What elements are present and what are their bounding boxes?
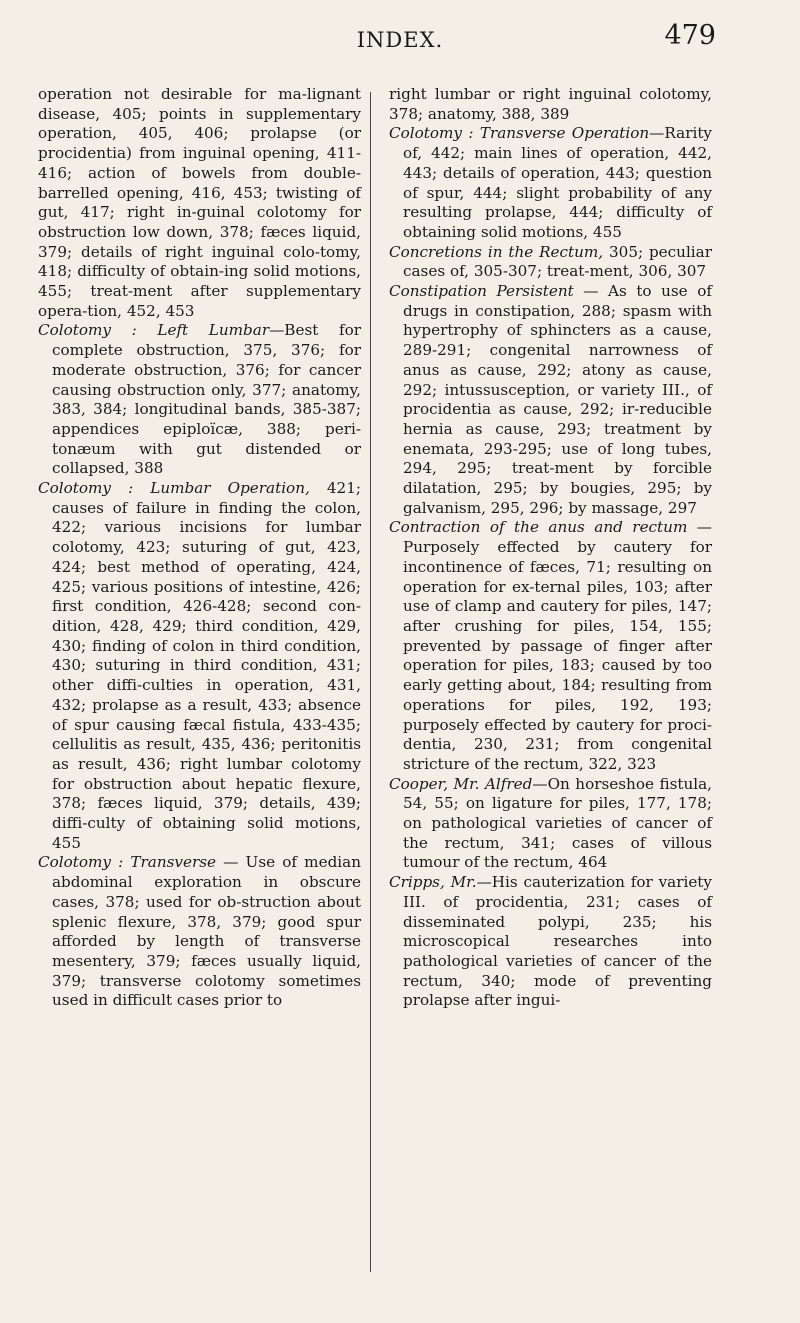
index-column-right xyxy=(389,85,712,1011)
index-entry xyxy=(38,853,361,1011)
index-entry xyxy=(389,243,712,282)
entry-heading: Contraction of the anus and rectum xyxy=(389,518,688,537)
entry-text: 421; causes of failure in finding the colon, 422; various incisions for lumbar colotomy, 423; suturing of gut, 423, 424; best method of operating, 424, 425; various positions of intestine, 426; first condition, 426-428; second con-dition, 428, 429; third condition, 429, 430; finding of colon in third condition, 430; suturing in third condition, 431; other diffi-culties in operation, 431, 432; prolapse as a result, 433; absence of spur causing fæcal fistula, 433-435; cellulitis as result, 435, 436; peritonitis as result, 436; right lumbar colotomy for obstruction about hepatic flexure, 378; fæces liquid, 379; details, 439; diffi-culty of obtaining solid motions, 455 xyxy=(52,479,362,852)
entry-heading: Concretions in the Rectum, xyxy=(389,242,604,261)
page-number: 479 xyxy=(664,20,716,51)
entry-heading: Cooper, Mr. Alfred xyxy=(389,774,533,793)
entry-text: —Purposely effected by cautery for incontinence of fæces, 71; resulting on operation for ex-ternal piles, 103; after use of clamp and cautery for piles, 147; after crushing for piles, 154, 155; prevented by passage of finger after operation for piles, 183; caused by too early getting about, 184; resulting from operations for piles, 192, 193; purposely effected by cautery for proci-dentia, 230, 231; from congenital stricture of the rectum, 322, 323 xyxy=(403,518,712,773)
entry-heading: Colotomy : Transverse xyxy=(38,853,217,872)
column-divider xyxy=(370,92,371,1272)
index-entry xyxy=(389,873,712,1011)
index-entry xyxy=(389,775,712,874)
index-column-left xyxy=(38,85,361,1011)
index-entry xyxy=(389,518,712,774)
entry-text: — As to use of drugs in constipation, 288; spasm with hypertrophy of sphincters as a cause, 289-291; congenital narrowness of anus as cause, 292; atony as cause, 292; intussusception, or variety III., of procidentia as cause, 292; ir-reducible hernia as cause, 293; treatment by enemata, 293-295; use of long tubes, 294, 295; treat-ment by forcible dilatation, 295; by bougies, 295; by galvanism, 295, 296; by massage, 297 xyxy=(403,282,712,517)
entry-text: 305; peculiar cases of, 305-307; treat-ment, 306, 307 xyxy=(403,242,712,281)
entry-heading: Cripps, Mr. xyxy=(389,873,477,892)
entry-text: — Use of median abdominal exploration in obscure cases, 378; used for ob-struction about splenic flexure, 378, 379; good spur afforded by length of transverse mesentery, 379; fæces usually liquid, 379; transverse colotomy sometimes used in difficult cases prior to xyxy=(52,853,361,1010)
entry-text: right lumbar or right inguinal colotomy, 378; anatomy, 388, 389 xyxy=(389,85,712,123)
running-title: INDEX. xyxy=(356,28,444,52)
index-entry xyxy=(389,85,712,124)
entry-heading: Colotomy : Lumbar Operation, xyxy=(38,479,310,498)
index-entry xyxy=(38,321,361,479)
index-entry xyxy=(389,124,712,242)
entry-text: operation not desirable for ma-lignant disease, 405; points in supplementary operation, 405, 406; prolapse (or procidentia) from inguinal opening, 411-416; action of bowels from double-barrelled opening, 416, 453; twisting of gut, 417; right in-guinal colotomy for obstruction low down, 378; fæces liquid, 379; details of right inguinal colo-tomy, 418; difficulty of obtain-ing solid motions, 455; treat-ment after supplementary opera-tion, 452, 453 xyxy=(38,85,361,320)
entry-text: —Rarity of, 442; main lines of operation, 442, 443; details of operation, 443; question of spur, 444; slight probability of any resulting prolapse, 444; difficulty of obtaining solid motions, 455 xyxy=(403,124,712,241)
page-header xyxy=(0,0,800,80)
index-entry xyxy=(389,282,712,518)
entry-heading: Colotomy : Transverse Operation xyxy=(389,124,650,143)
entry-text: —His cauterization for variety III. of procidentia, 231; cases of disseminated polypi, 235; his microscopical researches into pathological varieties of cancer of the rectum, 340; mode of preventing prolapse after ingui- xyxy=(403,873,712,1010)
entry-heading: Colotomy : Left Lumbar xyxy=(38,321,270,340)
index-entry xyxy=(38,85,361,321)
entry-text: —Best for complete obstruction, 375, 376; for moderate obstruction, 376; for cancer causing obstruction only, 377; anatomy, 383, 384; longitudinal bands, 385-387; appendices epiploïcæ, 388; peri-tonæum with gut distended or collapsed, 388 xyxy=(52,321,361,478)
entry-heading: Constipation Persistent xyxy=(389,282,574,301)
entry-text: —On horseshoe fistula, 54, 55; on ligature for piles, 177, 178; on pathological varieties of cancer of the rectum, 341; cases of villous tumour of the rectum, 464 xyxy=(403,774,712,872)
index-entry xyxy=(38,479,361,853)
